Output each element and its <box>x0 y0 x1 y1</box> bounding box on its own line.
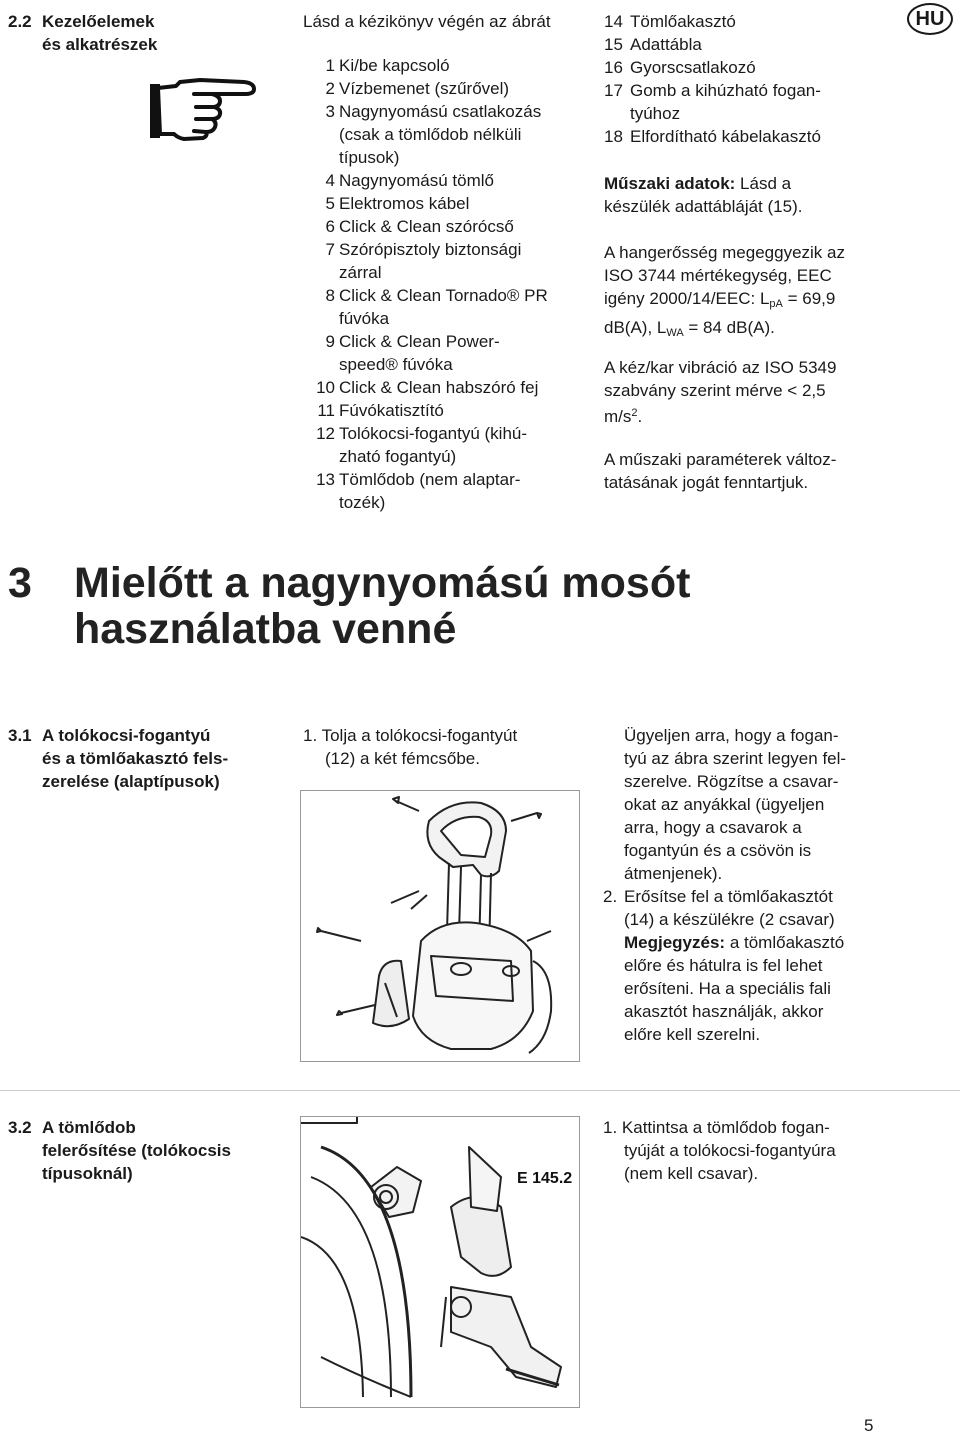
mounting-instructions: Ügyeljen arra, hogy a fogan- tyú az ábra szerint legyen fel- szerelve. Rögzítse a csavar- okat az anyákkal (ügyeljen arra, hogy a csavarok a fogantyún és a csövön is átmenjenek). <box>624 726 847 883</box>
noise-level-paragraph: A hangerősség megeggyezik az ISO 3744 mértékegység, EEC igény 2000/14/EEC: $L_{pA} = 69,9$ dB(A), $L_{WA} = 84$ dB(A). <box>604 243 845 339</box>
legend-number: 5 <box>325 194 335 213</box>
legend-item <box>303 445 575 468</box>
legend-text: Nagynyomású csatlakozás <box>339 102 542 121</box>
legend-number: 16 <box>604 58 623 77</box>
legend-item <box>604 125 884 148</box>
handle-assembly-illustration <box>301 791 579 1061</box>
legend-item <box>303 353 575 376</box>
legend-number: 8 <box>325 286 335 305</box>
legend-item <box>303 146 575 169</box>
legend-text: tozék) <box>339 493 386 512</box>
reservation-paragraph: A műszaki paraméterek változ- tatásának jogát fenntartjuk. <box>604 450 837 492</box>
legend-item <box>604 79 884 102</box>
legend-text: zható fogantyú) <box>339 447 457 466</box>
legend-text: Tömlődob (nem alaptar- <box>339 470 521 489</box>
section-title: Kezelőelemek és alkatrészek <box>42 12 158 54</box>
legend-number: 3 <box>325 102 335 121</box>
technical-data-paragraph: Műszaki adatok: Lásd a készülék adattábláját (15). <box>604 174 803 216</box>
legend-number <box>303 123 335 146</box>
language-badge: HU <box>907 3 953 35</box>
legend-item <box>303 238 575 261</box>
legend-item <box>303 77 575 100</box>
legend-number: 12 <box>316 424 335 443</box>
legend-item <box>303 468 575 491</box>
legend-number <box>303 491 335 514</box>
legend-item <box>303 307 575 330</box>
legend-number: 1 <box>325 56 335 75</box>
legend-item <box>303 376 575 399</box>
legend-item <box>303 169 575 192</box>
legend-number <box>604 102 630 125</box>
legend-item <box>303 330 575 353</box>
legend-item <box>303 399 575 422</box>
legend-number: 14 <box>604 12 623 31</box>
legend-number <box>303 353 335 376</box>
legend-number: 4 <box>325 171 335 190</box>
legend-number: 6 <box>325 217 335 236</box>
legend-text: Nagynyomású tömlő <box>339 171 494 190</box>
figure-label: E 145.2 <box>517 1170 573 1187</box>
instruction-step-hose-reel: 1. Kattintsa a tömlődob fogan- tyúját a tolókocsi-fogantyúra (nem kell csavar). <box>603 1118 836 1183</box>
section-number: 2.2 <box>8 12 32 31</box>
legend-item <box>604 56 884 79</box>
legend-text: Click & Clean Tornado® PR <box>339 286 548 305</box>
legend-text: Gyorscsatlakozó <box>630 58 756 77</box>
step-2-number: 2. <box>603 887 618 906</box>
legend-number: 17 <box>604 81 623 100</box>
legend-text: speed® fúvóka <box>339 355 453 374</box>
legend-text: fúvóka <box>339 309 390 328</box>
legend-text: Fúvókatisztító <box>339 401 444 420</box>
pointing-hand-icon <box>150 72 262 142</box>
legend-text: Vízbemenet (szűrővel) <box>339 79 510 98</box>
legend-number: 15 <box>604 35 623 54</box>
legend-item <box>303 491 575 514</box>
legend-intro: Lásd a kézikönyv végén az ábrát <box>303 12 551 31</box>
legend-text: tyúhoz <box>630 104 681 123</box>
legend-text: (csak a tömlődob nélküli <box>339 125 522 144</box>
legend-item <box>303 54 575 77</box>
legend-item <box>303 192 575 215</box>
legend-number: 9 <box>325 332 335 351</box>
legend-list-continued <box>604 10 884 148</box>
legend-text: Gomb a kihúzható fogan- <box>630 81 821 100</box>
legend-item <box>303 123 575 146</box>
legend-number <box>303 445 335 468</box>
page-number: 5 <box>864 1416 874 1435</box>
subsection-title: A tolókocsi-fogantyú és a tömlőakasztó fels- zerelése (alaptípusok) <box>42 726 229 791</box>
legend-item <box>303 261 575 284</box>
chapter-heading: 3 Mielőtt a nagynyomású mosót használatba venné <box>8 559 691 653</box>
legend-number: 10 <box>316 378 335 397</box>
hose-reel-illustration <box>301 1117 579 1407</box>
legend-text: Ki/be kapcsoló <box>339 56 450 75</box>
legend-number: 2 <box>325 79 335 98</box>
legend-number: 13 <box>316 470 335 489</box>
legend-text: Click & Clean Power- <box>339 332 500 351</box>
legend-item <box>604 102 884 125</box>
legend-item <box>303 284 575 307</box>
instruction-step-1: 1. Tolja a tolókocsi-fogantyút (12) a két fémcsőbe. <box>303 726 518 768</box>
legend-number <box>303 261 335 284</box>
legend-list <box>303 10 575 514</box>
subsection-number: 3.1 <box>8 726 32 745</box>
legend-number: 18 <box>604 127 623 146</box>
hose-reel-figure <box>300 1116 580 1408</box>
instruction-step-2: Erősítse fel a tömlőakasztót (14) a készülékre (2 csavar) Megjegyzés: a tömlőakasztó előre és hátulra is fel lehet erősíteni. Ha a speciális fali akasztót használják, akkor előre kell szerelni. <box>624 887 845 1044</box>
legend-text: Adattábla <box>630 35 702 54</box>
legend-item <box>604 10 884 33</box>
subsection-number-2: 3.2 <box>8 1118 32 1137</box>
legend-text: Tolókocsi-fogantyú (kihú- <box>339 424 528 443</box>
legend-item <box>303 100 575 123</box>
legend-number: 7 <box>325 240 335 259</box>
legend-text: Elektromos kábel <box>339 194 470 213</box>
legend-item <box>604 33 884 56</box>
legend-text: zárral <box>339 263 382 282</box>
legend-text: Click & Clean szórócső <box>339 217 514 236</box>
legend-text: Click & Clean habszóró fej <box>339 378 539 397</box>
legend-number <box>303 307 335 330</box>
subsection-title-2: A tömlődob felerősítése (tolókocsis típusoknál) <box>42 1118 231 1183</box>
legend-number <box>303 146 335 169</box>
legend-item <box>303 422 575 445</box>
vibration-paragraph: A kéz/kar vibráció az ISO 5349 szabvány szerint mérve < 2,5 $m/s^2$. <box>604 358 837 426</box>
assembly-figure <box>300 790 580 1062</box>
legend-text: Tömlőakasztó <box>630 12 736 31</box>
legend-text: Szórópisztoly biztonsági <box>339 240 522 259</box>
legend-number: 11 <box>317 401 335 420</box>
legend-text: Elfordítható kábelakasztó <box>630 127 821 146</box>
legend-text: típusok) <box>339 148 400 167</box>
section-divider <box>0 1090 960 1091</box>
legend-item <box>303 215 575 238</box>
